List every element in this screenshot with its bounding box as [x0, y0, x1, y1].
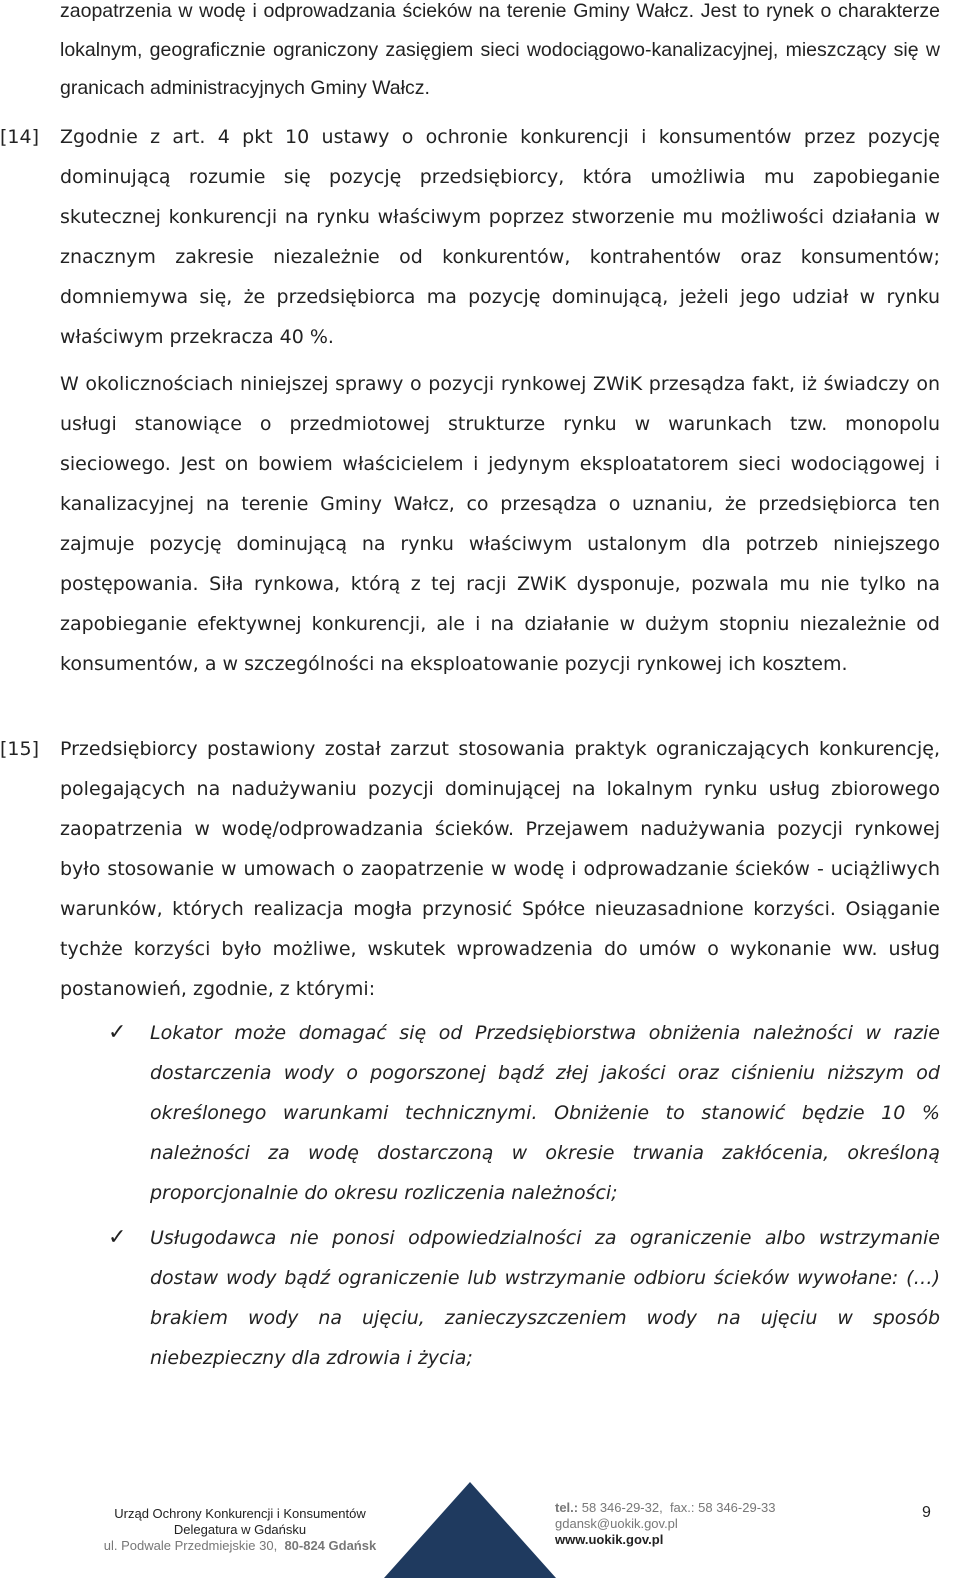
email-link[interactable]: gdansk@uokik.gov.pl: [555, 1516, 678, 1531]
paragraph-14-definition: Zgodnie z art. 4 pkt 10 ustawy o ochronie konkurencji i konsumentów przez pozycję dominującą rozumie się pozycję przedsiębiorcy, która umożliwia mu zapobieganie skutecznej konkurencji na rynku właściwym poprzez stworzenie mu możliwości działania w znacznym zakresie niezależnie od konkurentów, kontrahentów oraz konsumentów; domniemywa się, że przedsiębiorca ma pozycję dominującą, jeżeli jego udział w rynku właściwym przekracza 40 %.: [60, 126, 940, 348]
paragraph-14-circumstances: W okolicznościach niniejszej sprawy o pozycji rynkowej ZWiK przesądza fakt, iż świadczy on usługi stanowiące o przedmiotowej strukturze rynku w warunkach tzw. monopolu sieciowego. Jest on bowiem właścicielem i jedynym eksploatatorem sieci wodociągowej i kanalizacyjnej na terenie Gminy Wałcz, co przesądza o uznaniu, że przedsiębiorca ten zajmuje pozycję dominującą na rynku właściwym ustalonym dla potrzeb niniejszego postępowania. Siła rynkowa, którą z tej racji ZWiK dysponuje, pozwala mu nie tylko na zapobieganie efektywnej konkurencji, ale i na działanie w dużym stopniu niezależnie od konsumentów, a w szczególności na eksploatowanie pozycji rynkowej ich kosztem.: [60, 373, 940, 675]
contact-info: [555, 1500, 775, 1548]
page-number: 9: [922, 1504, 931, 1521]
tel-value: 58 346-29-32,: [581, 1500, 663, 1515]
website-link[interactable]: www.uokik.gov.pl: [555, 1532, 664, 1547]
tel-label: tel.:: [555, 1500, 579, 1515]
paragraph-number-14: [14]: [0, 126, 40, 148]
checkmark-bullet-icon: ✓: [108, 1020, 127, 1045]
office-branch: Delegatura w Gdańsku: [173, 1522, 307, 1537]
fax-label: fax.:: [669, 1500, 695, 1515]
checkmark-bullet-icon: ✓: [108, 1225, 127, 1250]
paragraph-15-allegation: Przedsiębiorcy postawiony został zarzut stosowania praktyk ograniczających konkurencję, polegających na nadużywaniu pozycji dominującej na lokalnym rynku usług zbiorowego zaopatrzenia w wodę/odprowadzania ścieków. Przejawem nadużywania pozycji rynkowej było stosowanie w umowach o zaopatrzenie w wodę i odprowadzanie ścieków - uciążliwych warunków, których realizacja mogła przynosić Spółce nieuzasadnione korzyści. Osiąganie tychże korzyści było możliwe, wskutek wprowadzenia do umów o wykonanie ww. usług postanowień, zgodnie, z którymi:: [60, 738, 940, 1000]
uokik-logo-icon: [384, 1482, 556, 1578]
quoted-clause-2: Usługodawca nie ponosi odpowiedzialności za ograniczenie albo wstrzymanie dostaw wody bądź ograniczenie lub wstrzymanie odbioru ścieków wywołane: (…) brakiem wody na ujęciu, zanieczyszczeniem wody na ujęciu w sposób niebezpieczny dla zdrowia i życia;: [150, 1227, 940, 1369]
fax-value: 58 346-29-33: [698, 1500, 776, 1515]
office-street: ul. Podwale Przedmiejskie 30,: [103, 1538, 278, 1553]
page-footer: [0, 1500, 960, 1596]
office-info: [95, 1506, 385, 1554]
office-postal: 80-824 Gdańsk: [284, 1538, 377, 1553]
office-name: Urząd Ochrony Konkurencji i Konsumentów: [114, 1506, 366, 1521]
paragraph-continuation: zaopatrzenia w wodę i odprowadzania ścieków na terenie Gminy Wałcz. Jest to rynek o charakterze lokalnym, geograficznie ograniczony zasięgiem sieci wodociągowo-kanalizacyjnej, mieszczący się w granicach administracyjnych Gminy Wałcz.: [60, 0, 940, 99]
paragraph-number-15: [15]: [0, 738, 40, 760]
quoted-clause-1: Lokator może domagać się od Przedsiębiorstwa obniżenia należności w razie dostarczenia wody o pogorszonej bądź złej jakości oraz ciśnieniu niższym od określonego warunkami technicznymi. Obniżenie to stanowić będzie 10 % należności za wodę dostarczoną w okresie trwania zakłócenia, określoną proporcjonalnie do okresu rozliczenia należności;: [150, 1022, 940, 1204]
